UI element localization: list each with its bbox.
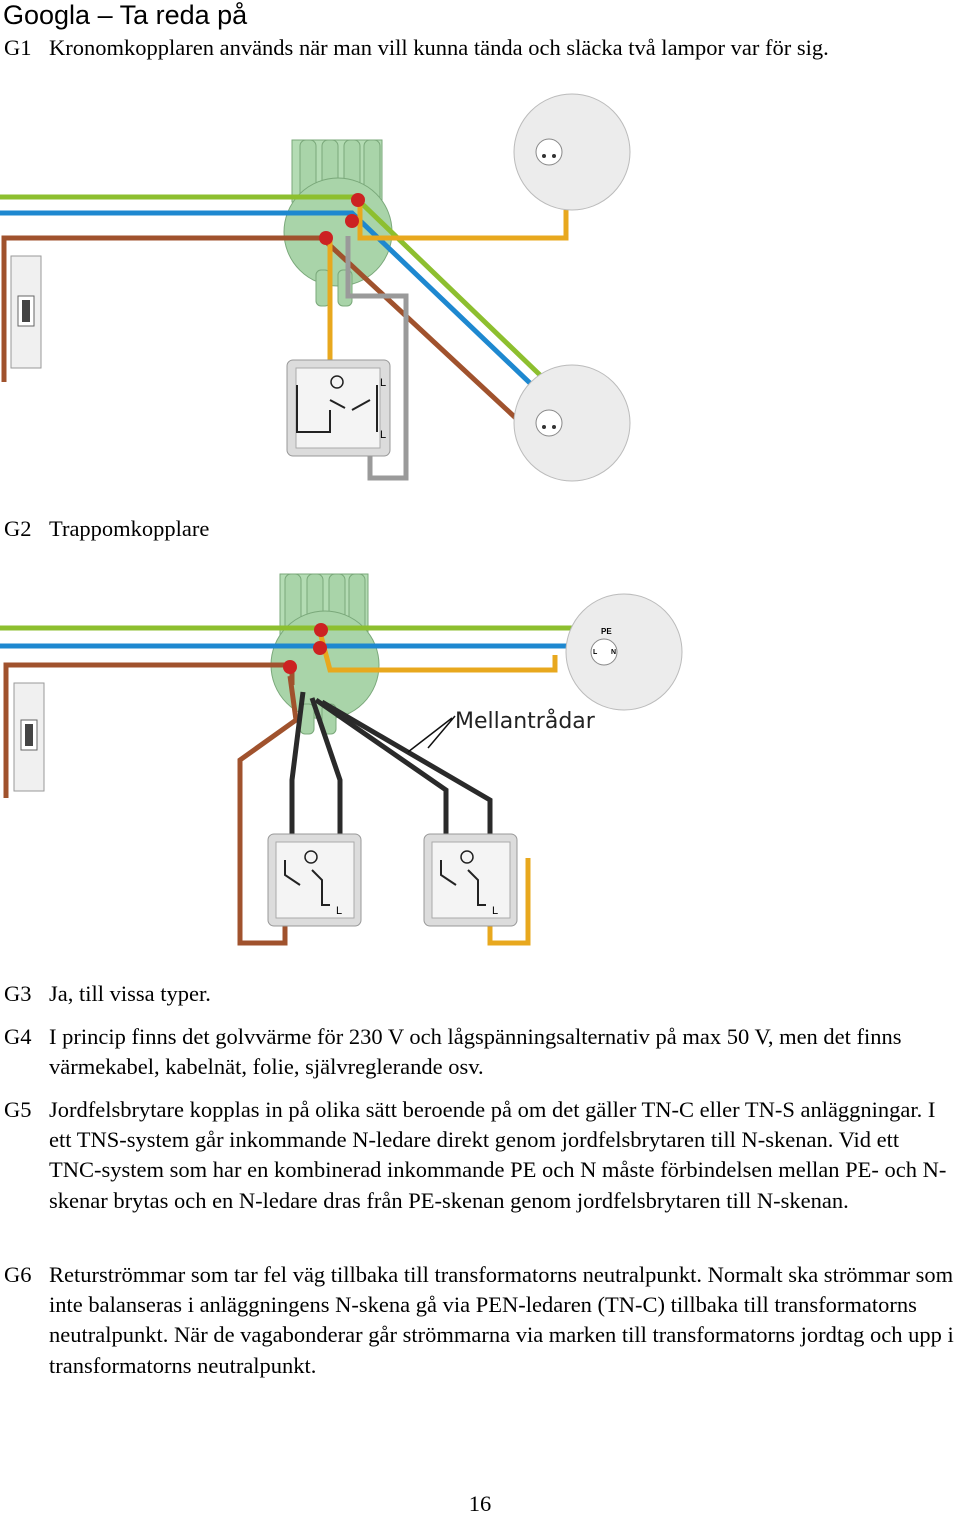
answer-g6 [4,1260,954,1381]
circuit-breaker [14,683,44,791]
ceiling-lamp-outlet [566,594,682,710]
switch-2-label: L [492,905,499,917]
answer-g3 [4,979,954,1009]
answer-g5 [4,1095,954,1216]
answer-g1 [4,33,954,63]
annotation-arrow [408,716,455,752]
answer-g4 [4,1022,954,1082]
answer-text: Ja, till vissa typer. [49,981,211,1006]
wires [0,197,566,478]
staircase-switch-diagram [0,568,960,958]
junction-box [284,140,392,306]
outlet-label-pe: PE [601,627,612,636]
answer-number: G4 [4,1024,32,1049]
crossover-switch [287,360,390,456]
answer-g2 [4,514,954,544]
staircase-switch-2 [424,834,517,926]
ceiling-lamp-outlet-1 [514,94,630,210]
answer-number: G2 [4,516,32,541]
answer-number: G5 [4,1097,32,1122]
page-heading: Googla – Ta reda på [3,0,248,30]
answer-text: Returströmmar som tar fel väg tillbaka till transformatorns neutralpunkt. Normalt ska strömmar som inte balanseras i anläggningens N-skena gå via PEN-ledaren (TN-C) tillbaka till transformatorns neutralpunkt. När de vagabonderar går strömmarna via marken till transformatorns jordtag och upp i transformatorns neutralpunkt. [49,1262,954,1378]
staircase-switch-1 [268,834,361,926]
answer-number: G3 [4,981,32,1006]
page-number: 16 [468,1491,492,1516]
answer-text: Kronomkopplaren används när man vill kunna tända och släcka två lampor var för sig. [49,35,829,60]
annotation-intermediate-wires: Mellantrådar [455,709,595,734]
switch-label-bottom: L [380,429,387,441]
ceiling-lamp-outlet-2 [514,365,630,481]
switch-1-label: L [336,905,343,917]
switch-label-top: L [380,377,387,389]
answer-number: G6 [4,1262,32,1287]
answer-text: I princip finns det golvvärme för 230 V och lågspänningsalternativ på max 50 V, men det finns värmekabel, kabelnät, folie, självreglerande osv. [49,1024,902,1080]
answer-text: Trappomkopplare [49,516,210,541]
outlet-label-n: N [611,649,617,656]
outlet-label-l: L [593,649,598,656]
crossover-switch-diagram [0,90,960,490]
answer-text: Jordfelsbrytare kopplas in på olika sätt beroende på om det gäller TN-C eller TN-S anläggningar. I ett TNS-system går inkommande N-ledare direkt genom jordfelsbrytaren till N-skenan. Vid ett TNC-system som har en kombinerad inkommande PE och N måste förbindelsen mellan PE- och N-skenar brytas och en N-ledare dras från PE-skenan genom jordfelsbrytaren till N-skenan. [49,1097,947,1213]
answer-number: G1 [4,35,32,60]
circuit-breaker [11,256,41,368]
